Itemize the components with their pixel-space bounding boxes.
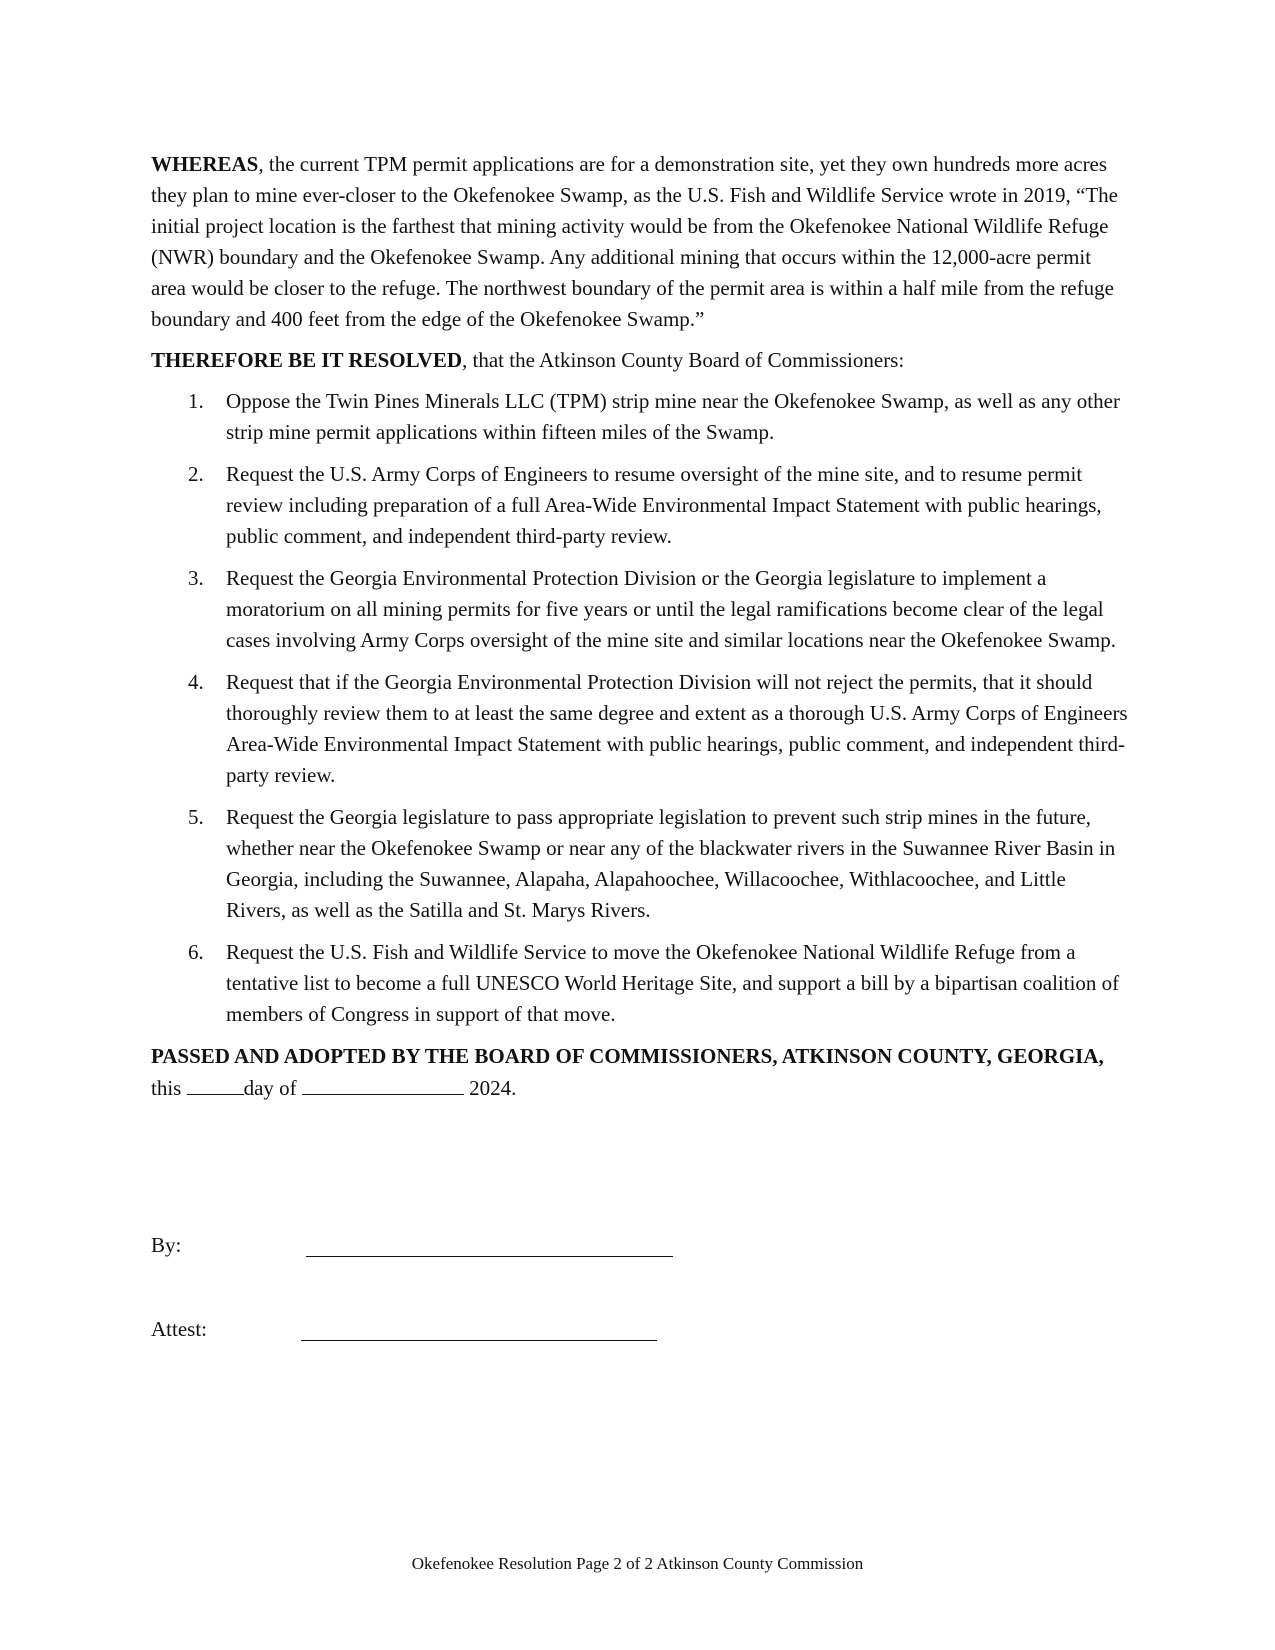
list-item-number: 2. [188,462,204,486]
passed-year: 2024. [463,1076,517,1100]
list-item-text: Oppose the Twin Pines Minerals LLC (TPM) strip mine near the Okefenokee Swamp, as well as any other strip mine permit applications within fifteen miles of the Swamp. [226,389,1120,444]
therefore-paragraph [151,345,1131,376]
list-item [151,563,1131,656]
month-blank-field[interactable] [302,1072,464,1095]
attest-label: Attest: [151,1317,207,1341]
by-signature-line[interactable] [306,1230,673,1257]
list-item-number: 5. [188,805,204,829]
passed-this: this [151,1076,187,1100]
therefore-lead: THEREFORE BE IT RESOLVED [151,348,463,372]
by-label: By: [151,1233,182,1257]
whereas-text: , the current TPM permit applications are for a demonstration site, yet they own hundreds more acres they plan to mine ever-closer to the Okefenokee Swamp, as the U.S. Fish and Wildlife Service wrote in 2019, “The initial project location is the farthest that mining activity would be from the Okefenokee National Wildlife Refuge (NWR) boundary and the Okefenokee Swamp. Any additional mining that occurs within the 12,000-acre permit area would be closer to the refuge. The northwest boundary of the permit area is within a half mile from the refuge boundary and 400 feet from the edge of the Okefenokee Swamp.” [151,152,1119,331]
resolution-list [151,386,1131,1030]
day-blank-field[interactable] [187,1072,244,1095]
list-item-text: Request the Georgia Environmental Protection Division or the Georgia legislature to implement a moratorium on all mining permits for five years or until the legal ramifications become clear of the legal cases involving Army Corps oversight of the mine site and similar locations near the Okefenokee Swamp. [226,566,1116,652]
document-body [151,149,1131,1104]
list-item-text: Request the U.S. Fish and Wildlife Service to move the Okefenokee National Wildlife Refuge from a tentative list to become a full UNESCO World Heritage Site, and support a bill by a bipartisan coalition of members of Congress in support of that move. [226,940,1120,1026]
list-item [151,667,1131,791]
list-item-text: Request that if the Georgia Environmental Protection Division will not reject the permits, that it should thoroughly review them to at least the same degree and extent as a thorough U.S. Army Corps of Engineers Area-Wide Environmental Impact Statement with public hearings, public comment, and independent third-party review. [226,670,1128,787]
passed-day-of: day of [243,1076,302,1100]
list-item [151,386,1131,448]
therefore-text: , that the Atkinson County Board of Commissioners: [462,348,905,372]
list-item-number: 6. [188,940,204,964]
list-item-text: Request the Georgia legislature to pass appropriate legislation to prevent such strip mines in the future, whether near the Okefenokee Swamp or near any of the blackwater rivers in the Suwannee River Basin in Georgia, including the Suwannee, Alapaha, Alapahoochee, Willacoochee, Withlacoochee, and Little Rivers, as well as the Satilla and St. Marys Rivers. [226,805,1116,922]
list-item-number: 1. [188,389,204,413]
passed-paragraph [151,1041,1131,1104]
list-item-text: Request the U.S. Army Corps of Engineers to resume oversight of the mine site, and to resume permit review including preparation of a full Area-Wide Environmental Impact Statement with public hearings, public comment, and independent third-party review. [226,462,1102,548]
list-item [151,937,1131,1030]
whereas-lead: WHEREAS [151,152,259,176]
list-item [151,459,1131,552]
attest-signature-line[interactable] [301,1314,657,1341]
whereas-paragraph [151,149,1131,335]
passed-lead: PASSED AND ADOPTED BY THE BOARD OF COMMISSIONERS, ATKINSON COUNTY, GEORGIA, [151,1044,1104,1068]
list-item-number: 3. [188,566,204,590]
page-footer: Okefenokee Resolution Page 2 of 2 Atkinson County Commission [411,1554,864,1573]
list-item [151,802,1131,926]
list-item-number: 4. [188,670,204,694]
